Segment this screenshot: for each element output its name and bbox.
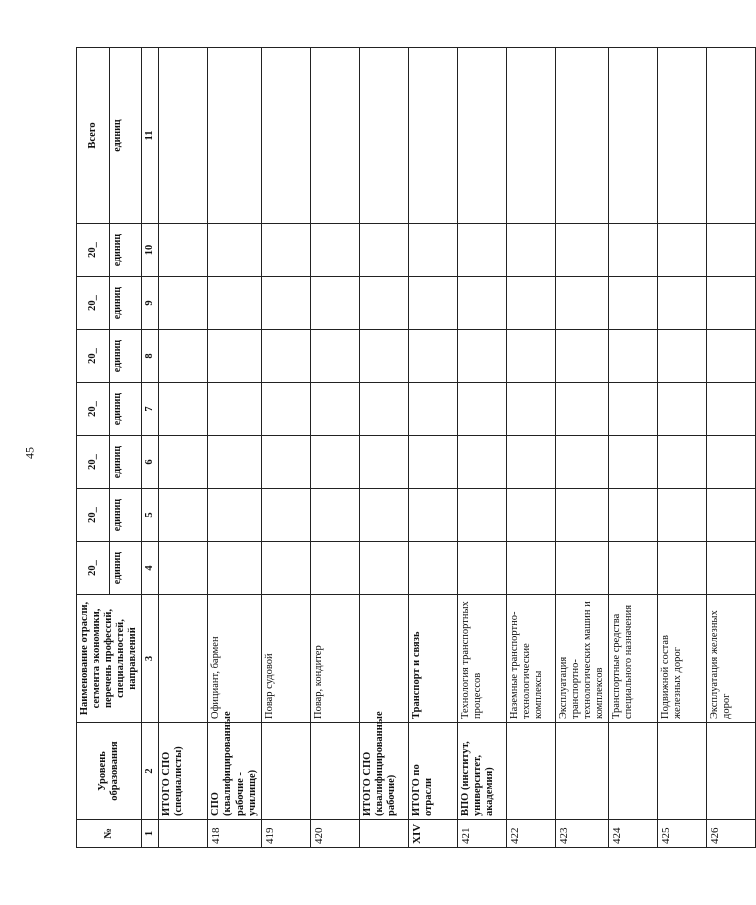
value-cell [506,224,555,277]
table-row [608,48,657,848]
value-cell [261,48,310,224]
value-cell [555,48,608,224]
value-cell [359,330,408,383]
value-cell [261,277,310,330]
value-cell [359,542,408,595]
value-cell [261,542,310,595]
table-row [310,48,359,848]
row-level [310,723,359,820]
value-cell [159,224,208,277]
value-cell [208,224,261,277]
value-cell [408,277,457,330]
index-cell: 11 [142,48,159,224]
value-cell [608,542,657,595]
table-row [408,48,457,848]
header-unit: единиц [110,542,142,595]
value-cell [706,277,755,330]
header-year: 20_ [77,489,110,542]
header-year: 20_ [77,330,110,383]
value-cell [359,436,408,489]
value-cell [261,489,310,542]
row-level: ИТОГО СПО (специалисты) [159,723,208,820]
header-unit: единиц [110,489,142,542]
education-table [76,47,756,848]
value-cell [310,489,359,542]
table-row [555,48,608,848]
index-cell: 3 [142,595,159,723]
index-cell: 1 [142,820,159,848]
value-cell [555,542,608,595]
value-cell [657,489,706,542]
value-cell [159,436,208,489]
value-cell [159,383,208,436]
value-cell [608,277,657,330]
value-cell [706,330,755,383]
value-cell [408,489,457,542]
value-cell [208,436,261,489]
value-cell [506,330,555,383]
row-name: Повар, кондитер [310,595,359,723]
row-name: Транспортные средства специального назначения [608,595,657,723]
value-cell [208,330,261,383]
index-cell: 10 [142,224,159,277]
value-cell [706,224,755,277]
value-cell [506,48,555,224]
header-year: 20_ [77,277,110,330]
table-row [208,48,261,848]
row-num: XIV [408,820,457,848]
value-cell [506,489,555,542]
value-cell [408,436,457,489]
row-name: Наземные транспортно-технологические комплексы [506,595,555,723]
value-cell [359,383,408,436]
value-cell [657,277,706,330]
rotated-table-container [76,48,732,848]
value-cell [506,542,555,595]
index-cell: 6 [142,436,159,489]
value-cell [359,224,408,277]
value-cell [159,277,208,330]
row-name: Официант, бармен [208,595,261,723]
table-row [506,48,555,848]
value-cell [555,330,608,383]
value-cell [310,542,359,595]
value-cell [310,48,359,224]
value-cell [706,436,755,489]
header-year: 20_ [77,224,110,277]
row-name [359,595,408,723]
header-name: Наименование отрасли, сегмента экономики, перечень профессий, специальностей, направлений [77,595,142,723]
value-cell [159,542,208,595]
table-row [457,48,506,848]
row-name: Эксплуатация транспортно-технологических машин и комплексов [555,595,608,723]
row-name: Транспорт и связь [408,595,457,723]
row-name: Подвижной состав железных дорог [657,595,706,723]
header-unit: единиц [110,330,142,383]
value-cell [608,224,657,277]
page-number: 45 [22,447,37,459]
table-row [261,48,310,848]
row-level [506,723,555,820]
value-cell [657,48,706,224]
value-cell [457,489,506,542]
value-cell [608,489,657,542]
value-cell [408,224,457,277]
header-year: 20_ [77,436,110,489]
value-cell [408,48,457,224]
value-cell [261,383,310,436]
value-cell [159,489,208,542]
row-num [359,820,408,848]
header-unit: единиц [110,436,142,489]
value-cell [608,436,657,489]
index-cell: 2 [142,723,159,820]
row-num: 426 [706,820,755,848]
value-cell [657,542,706,595]
value-cell [657,436,706,489]
value-cell [657,330,706,383]
value-cell [310,277,359,330]
row-num: 425 [657,820,706,848]
value-cell [261,224,310,277]
value-cell [706,383,755,436]
row-level: ВПО (институт, университет, академия) [457,723,506,820]
value-cell [555,277,608,330]
row-level [706,723,755,820]
value-cell [310,224,359,277]
value-cell [608,330,657,383]
row-num: 421 [457,820,506,848]
value-cell [555,224,608,277]
table-row [657,48,706,848]
value-cell [208,489,261,542]
value-cell [208,277,261,330]
value-cell [608,383,657,436]
value-cell [457,224,506,277]
row-name: Технология транспортных процессов [457,595,506,723]
index-cell: 9 [142,277,159,330]
header-year: 20_ [77,542,110,595]
header-unit: единиц [110,224,142,277]
index-cell: 5 [142,489,159,542]
header-level: Уровень образования [77,723,142,820]
value-cell [359,48,408,224]
row-level [261,723,310,820]
value-cell [506,436,555,489]
value-cell [208,48,261,224]
value-cell [457,542,506,595]
value-cell [506,383,555,436]
value-cell [457,330,506,383]
header-total: Всего [77,48,110,224]
row-num: 423 [555,820,608,848]
value-cell [657,224,706,277]
row-level: СПО (квалифицированные рабочие - училище) [208,723,261,820]
row-num [159,820,208,848]
row-num: 418 [208,820,261,848]
header-unit: единиц [110,277,142,330]
value-cell [657,383,706,436]
header-num: № [77,820,142,848]
value-cell [408,542,457,595]
row-level [608,723,657,820]
header-unit: единиц [110,48,142,224]
value-cell [706,542,755,595]
value-cell [555,489,608,542]
value-cell [408,383,457,436]
value-cell [457,277,506,330]
value-cell [261,330,310,383]
value-cell [310,383,359,436]
index-cell: 7 [142,383,159,436]
value-cell [706,489,755,542]
table-row [359,48,408,848]
row-level [657,723,706,820]
row-num: 424 [608,820,657,848]
header-unit: единиц [110,383,142,436]
table-row [159,48,208,848]
index-cell: 8 [142,330,159,383]
value-cell [706,48,755,224]
row-level: ИТОГО по отрасли [408,723,457,820]
table-row [706,48,755,848]
value-cell [408,330,457,383]
value-cell [208,383,261,436]
value-cell [208,542,261,595]
value-cell [261,436,310,489]
row-name [159,595,208,723]
value-cell [359,277,408,330]
row-level: ИТОГО СПО (квалифицированные рабочие) [359,723,408,820]
value-cell [457,436,506,489]
row-name: Эксплуатация железных дорог [706,595,755,723]
value-cell [159,48,208,224]
value-cell [159,330,208,383]
row-num: 422 [506,820,555,848]
value-cell [310,330,359,383]
value-cell [608,48,657,224]
value-cell [555,383,608,436]
value-cell [506,277,555,330]
row-num: 420 [310,820,359,848]
value-cell [457,48,506,224]
row-num: 419 [261,820,310,848]
row-level [555,723,608,820]
value-cell [457,383,506,436]
header-year: 20_ [77,383,110,436]
value-cell [310,436,359,489]
value-cell [359,489,408,542]
row-name: Повар судовой [261,595,310,723]
value-cell [555,436,608,489]
index-cell: 4 [142,542,159,595]
